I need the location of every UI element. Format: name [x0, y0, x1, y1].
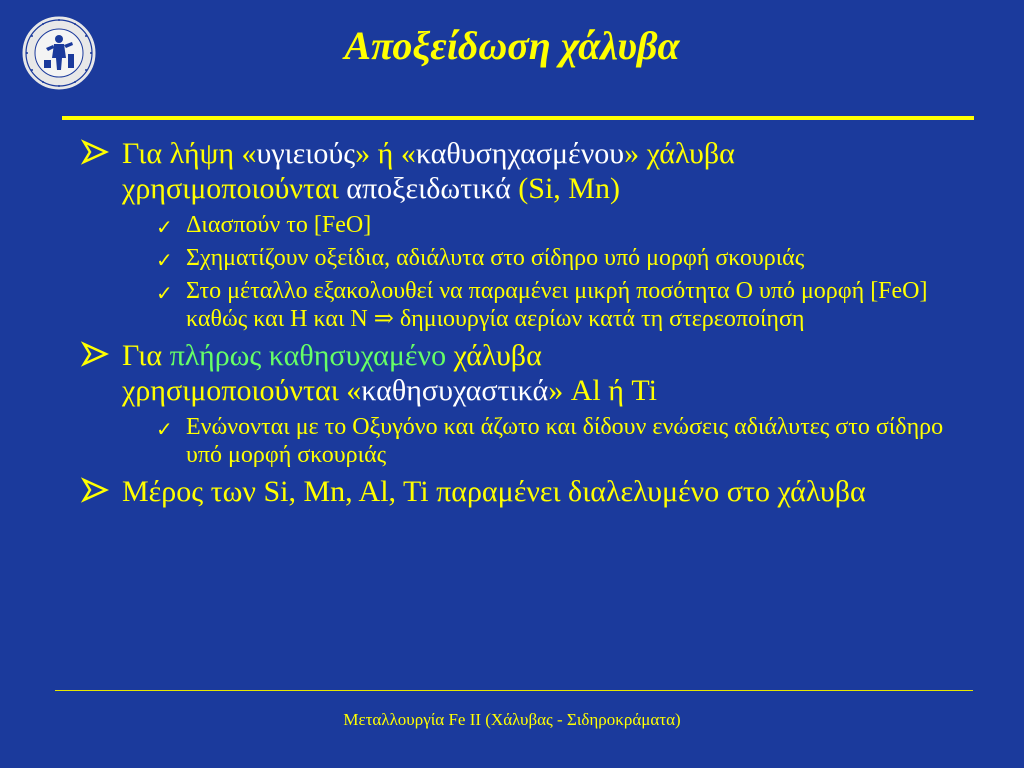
slide-body — [80, 136, 960, 511]
bullet-level1 — [80, 474, 960, 509]
bullet-text: Για λήψη « — [122, 137, 257, 170]
bullet-text-highlight: καθυσηχασμένου — [415, 137, 625, 170]
footer-divider — [55, 690, 973, 691]
checkmark-icon: ✓ — [156, 248, 173, 272]
arrow-bullet-icon — [80, 137, 110, 167]
bullet-level2 — [144, 413, 960, 469]
bullet-text: » χάλυβα — [624, 137, 735, 170]
bullet-text-highlight: αποξειδωτικά — [338, 172, 511, 205]
bullet-text: (Si, Mn) — [510, 172, 620, 205]
bullet-text-highlight: υγιειούς — [256, 137, 356, 170]
slide-title: Αποξείδωση χάλυβα — [344, 23, 680, 68]
bullet-level2 — [144, 277, 960, 333]
checkmark-icon: ✓ — [156, 417, 173, 441]
bullet-text: χρησιμοποιούνται — [122, 172, 339, 205]
slide-footer: Μεταλλουργία Fe II (Χάλυβας - Σιδηροκράματα) — [343, 710, 681, 729]
bullet-level1 — [80, 136, 960, 206]
bullet-text: Διασπούν το [FeO] — [186, 212, 372, 238]
bullet-text-highlight: πλήρως καθησυχαμένο — [169, 339, 447, 372]
bullet-text: Σχηματίζουν οξείδια, αδιάλυτα στο σίδηρο υπό μορφή σκουριάς — [186, 245, 805, 271]
bullet-text: Ενώνονται με το Οξυγόνο και άζωτο και δίδουν ενώσεις αδιάλυτες στο σίδηρο υπό μορφή σκουριάς — [186, 414, 944, 468]
arrow-bullet-icon — [80, 475, 110, 505]
bullet-text: » ή « — [355, 137, 416, 170]
bullet-text: χρησιμοποιούνται « — [122, 374, 362, 407]
bullet-text: χάλυβα — [446, 339, 542, 372]
bullet-text-highlight: καθησυχαστικά — [361, 374, 549, 407]
arrow-bullet-icon — [80, 339, 110, 369]
implies-arrow-icon: ⇒ — [373, 306, 394, 332]
bullet-text: Για — [122, 339, 170, 372]
bullet-text: » Al ή Ti — [548, 374, 657, 407]
bullet-text: Στο μέταλλο εξακολουθεί να παραμένει μικρή ποσότητα O υπό μορφή [FeO] καθώς και Η και Ν — [186, 278, 928, 332]
checkmark-icon: ✓ — [156, 281, 173, 305]
bullet-level2 — [144, 211, 960, 239]
checkmark-icon: ✓ — [156, 215, 173, 239]
bullet-text: δημιουργία αερίων κατά τη στερεοποίηση — [393, 306, 805, 332]
title-divider — [62, 116, 974, 120]
bullet-level2 — [144, 244, 960, 272]
bullet-text: Μέρος των Si, Mn, Al, Ti παραμένει διαλελυμένο στο χάλυβα — [122, 475, 866, 508]
bullet-level1 — [80, 338, 960, 408]
